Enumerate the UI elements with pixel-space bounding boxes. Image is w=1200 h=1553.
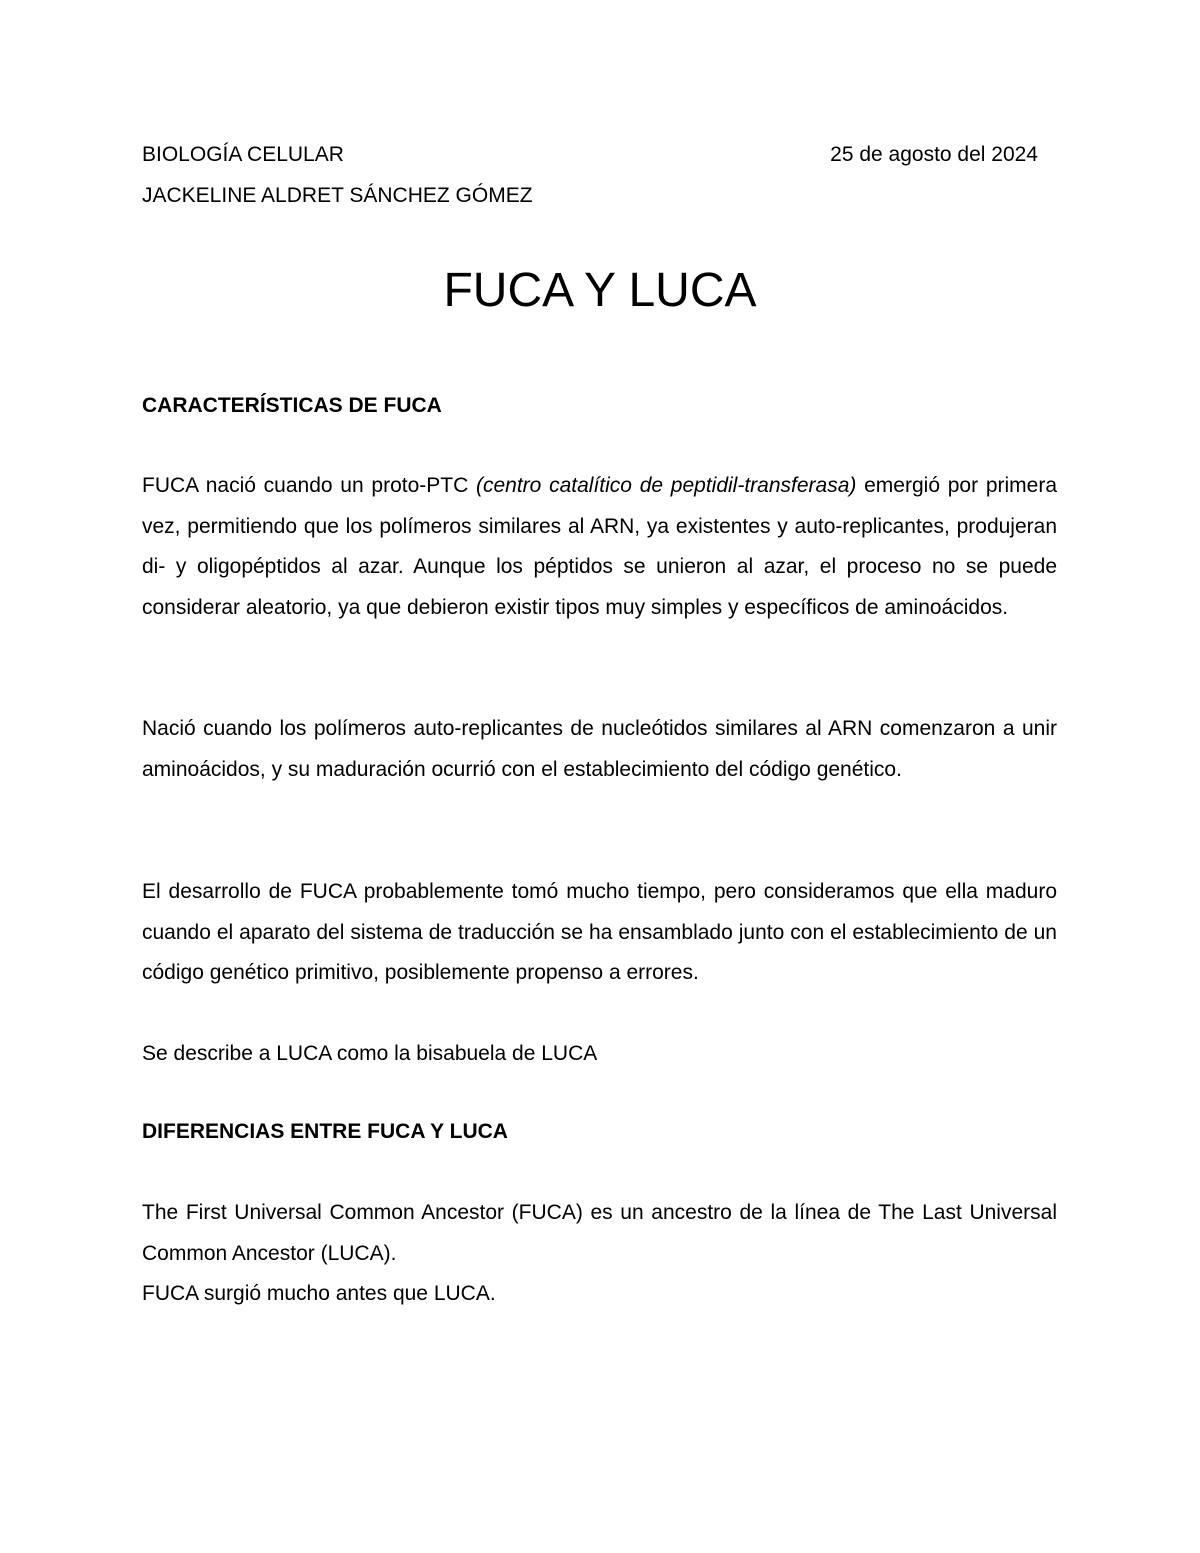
- section-heading-differences: DIFERENCIAS ENTRE FUCA Y LUCA: [142, 1120, 508, 1143]
- paragraph-text: emergió por primera vez, permitiendo que los polímeros similares al ARN, ya existentes y auto-replicantes, produjeran di- y oligopéptidos al azar. Aunque los péptidos se unieron al azar, el proceso no se puede considerar aleatorio, ya que debieron existir tipos muy simples y específicos de aminoácidos.: [142, 474, 1057, 620]
- paragraph-fuca-before-luca: FUCA surgió mucho antes que LUCA.: [142, 1282, 496, 1305]
- paragraph-text: FUCA nació cuando un proto-PTC: [142, 474, 476, 497]
- section-heading-characteristics: CARACTERÍSTICAS DE FUCA: [142, 394, 442, 417]
- paragraph-fuca-birth: Nació cuando los polímeros auto-replicantes de nucleótidos similares al ARN comenzaron a unir aminoácidos, y su maduración ocurrió con el establecimiento del código genético.: [142, 717, 1057, 781]
- paragraph-fuca-origin: [142, 466, 1057, 629]
- author-name: JACKELINE ALDRET SÁNCHEZ GÓMEZ: [142, 184, 533, 207]
- paragraph-fuca-luca-lineage: The First Universal Common Ancestor (FUCA) es un ancestro de la línea de The Last Universal Common Ancestor (LUCA).: [142, 1201, 1057, 1265]
- document-date: 25 de agosto del 2024: [830, 143, 1038, 166]
- page-title: FUCA Y LUCA: [443, 264, 757, 317]
- paragraph-fuca-development: El desarrollo de FUCA probablemente tomó mucho tiempo, pero consideramos que ella maduro cuando el aparato del sistema de traducción se ha ensamblado junto con el establecimiento de un código genético primitivo, posiblemente propenso a errores.: [142, 880, 1057, 985]
- paragraph-luca-description: Se describe a LUCA como la bisabuela de LUCA: [142, 1042, 598, 1065]
- course-name: BIOLOGÍA CELULAR: [142, 143, 344, 166]
- italic-term: (centro catalítico de peptidil-transferasa): [476, 474, 857, 497]
